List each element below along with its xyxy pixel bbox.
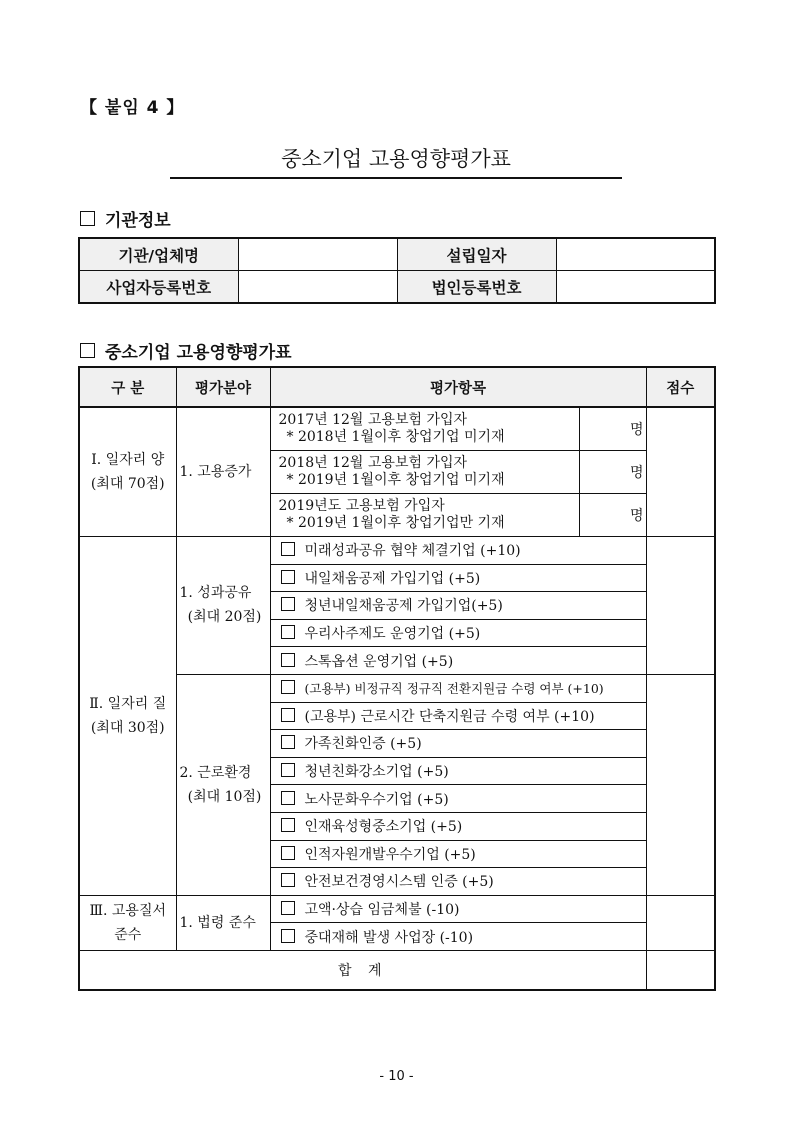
checklist-label: 가족친화인증 (+5): [304, 736, 422, 753]
checklist-label: 중대재해 발생 사업장 (-10): [304, 929, 474, 946]
field-cell: 1. 법령 준수: [176, 895, 270, 950]
employee-count-input[interactable]: 명: [579, 407, 646, 451]
item-line: 2017년 12월 고용보험 가입자: [278, 412, 468, 428]
section-heading-text: 중소기업 고용영향평가표: [105, 343, 292, 363]
checkbox[interactable]: [281, 873, 295, 887]
checkbox[interactable]: [281, 818, 295, 832]
checkbox[interactable]: [281, 708, 295, 722]
checklist-item[interactable]: [270, 537, 646, 565]
employment-item: [270, 494, 579, 537]
employee-count-input[interactable]: 명: [579, 451, 646, 494]
score-cell[interactable]: [646, 895, 715, 950]
checkbox[interactable]: [281, 597, 295, 611]
header-score: 점수: [646, 367, 715, 407]
checkbox[interactable]: [281, 653, 295, 667]
category-name: Ⅲ. 고용질서: [89, 902, 166, 919]
category-name-line2: 준수: [114, 926, 142, 943]
checklist-item[interactable]: [270, 923, 646, 951]
item-note: * 2019년 1월이후 창업기업 미기재: [286, 472, 505, 488]
score-cell[interactable]: [646, 407, 715, 537]
checklist-item[interactable]: [270, 895, 646, 923]
table-row: [79, 271, 715, 304]
table-row: [79, 895, 715, 923]
category-name: Ⅰ. 일자리 양: [91, 452, 165, 468]
checkbox[interactable]: [281, 625, 295, 639]
checkbox[interactable]: [281, 791, 295, 805]
employment-item: [270, 407, 579, 451]
field-cell: 1. 고용증가: [176, 407, 270, 537]
total-label: 합 계: [79, 950, 646, 990]
checklist-item[interactable]: [270, 564, 646, 592]
score-cell[interactable]: [646, 537, 715, 675]
square-bullet-icon: [80, 343, 95, 358]
checklist-label: 노사문화우수기업 (+5): [304, 791, 449, 808]
field-name: 1. 성과공유: [179, 585, 252, 602]
title-underline: [170, 177, 622, 179]
evaluation-table: [78, 366, 716, 991]
item-note: * 2019년 1월이후 창업기업만 기재: [286, 515, 505, 531]
checklist-label: 스톡옵션 운영기업 (+5): [304, 653, 454, 670]
checklist-label: 미래성과공유 협약 체결기업 (+10): [304, 543, 521, 560]
category-max: (최대 30점): [90, 719, 165, 736]
total-score-cell[interactable]: [646, 950, 715, 990]
checkbox[interactable]: [281, 763, 295, 777]
field-cell: [176, 674, 270, 895]
employment-item: [270, 451, 579, 494]
field-max: (최대 20점): [187, 609, 262, 626]
category-cell: [79, 537, 176, 896]
checklist-label: 청년친화강소기업 (+5): [304, 764, 449, 781]
table-row: [79, 407, 715, 451]
checklist-label: 청년내일채움공제 가입기업(+5): [304, 598, 503, 615]
checkbox[interactable]: [281, 570, 295, 584]
section-heading-company-info: [80, 206, 171, 231]
checklist-label: 인적자원개발우수기업 (+5): [304, 846, 476, 863]
table-row: [79, 950, 715, 990]
checkbox[interactable]: [281, 735, 295, 749]
label-corporate-reg-no: 법인등록번호: [397, 271, 556, 304]
field-cell: [176, 537, 270, 675]
checklist-item[interactable]: [270, 619, 646, 647]
table-header-row: [79, 367, 715, 407]
checkbox[interactable]: [281, 680, 295, 694]
checklist-item[interactable]: [270, 785, 646, 813]
item-line: 2018년 12월 고용보험 가입자: [278, 455, 468, 471]
score-cell[interactable]: [646, 674, 715, 895]
checklist-label: 내일채움공제 가입기업 (+5): [304, 570, 481, 587]
item-note: * 2018년 1월이후 창업기업 미기재: [286, 429, 505, 445]
header-item: 평가항목: [270, 367, 646, 407]
category-cell: [79, 895, 176, 950]
company-name-field[interactable]: [238, 238, 397, 271]
checklist-label: (고용부) 비정규직 정규직 전환지원금 수령 여부 (+10): [304, 681, 604, 697]
header-category: 구 분: [79, 367, 176, 407]
label-business-reg-no: 사업자등록번호: [79, 271, 238, 304]
checklist-label: 고액·상습 임금체불 (-10): [304, 902, 460, 919]
business-reg-no-field[interactable]: [238, 271, 397, 304]
page-title: 중소기업 고용영향평가표: [281, 147, 511, 171]
checklist-item[interactable]: [270, 812, 646, 840]
checklist-item[interactable]: [270, 868, 646, 896]
checkbox[interactable]: [281, 901, 295, 915]
label-company-name: 기관/업체명: [79, 238, 238, 271]
company-info-table: [78, 237, 716, 304]
checkbox[interactable]: [281, 929, 295, 943]
page-number: - 10 -: [379, 1069, 414, 1084]
checklist-label: (고용부) 근로시간 단축지원금 수령 여부 (+10): [304, 708, 595, 725]
table-row: [79, 537, 715, 565]
attachment-label: 【 붙임 4 】: [80, 98, 185, 118]
table-row: [79, 238, 715, 271]
corporate-reg-no-field[interactable]: [556, 271, 715, 304]
checklist-label: 인재육성형중소기업 (+5): [304, 819, 463, 836]
checkbox[interactable]: [281, 846, 295, 860]
checklist-label: 안전보건경영시스템 인증 (+5): [304, 874, 494, 891]
category-cell: [79, 407, 176, 537]
header-field: 평가분야: [176, 367, 270, 407]
square-bullet-icon: [80, 211, 95, 226]
item-line: 2019년도 고용보험 가입자: [278, 498, 445, 514]
checklist-item[interactable]: [270, 702, 646, 730]
section-heading-evaluation: [80, 338, 292, 363]
category-max: (최대 70점): [90, 476, 165, 492]
checklist-item[interactable]: [270, 674, 646, 702]
checklist-label: 우리사주제도 운영기업 (+5): [304, 626, 481, 643]
field-max: (최대 10점): [187, 788, 262, 805]
section-heading-text: 기관정보: [105, 211, 171, 231]
checklist-item[interactable]: [270, 840, 646, 868]
checklist-item[interactable]: [270, 592, 646, 620]
checklist-item[interactable]: [270, 757, 646, 785]
label-founding-date: 설립일자: [397, 238, 556, 271]
checkbox[interactable]: [281, 542, 295, 556]
checklist-item[interactable]: [270, 647, 646, 675]
field-name: 2. 근로환경: [179, 764, 252, 781]
founding-date-field[interactable]: [556, 238, 715, 271]
category-name: Ⅱ. 일자리 질: [89, 695, 167, 712]
checklist-item[interactable]: [270, 730, 646, 758]
employee-count-input[interactable]: 명: [579, 494, 646, 537]
